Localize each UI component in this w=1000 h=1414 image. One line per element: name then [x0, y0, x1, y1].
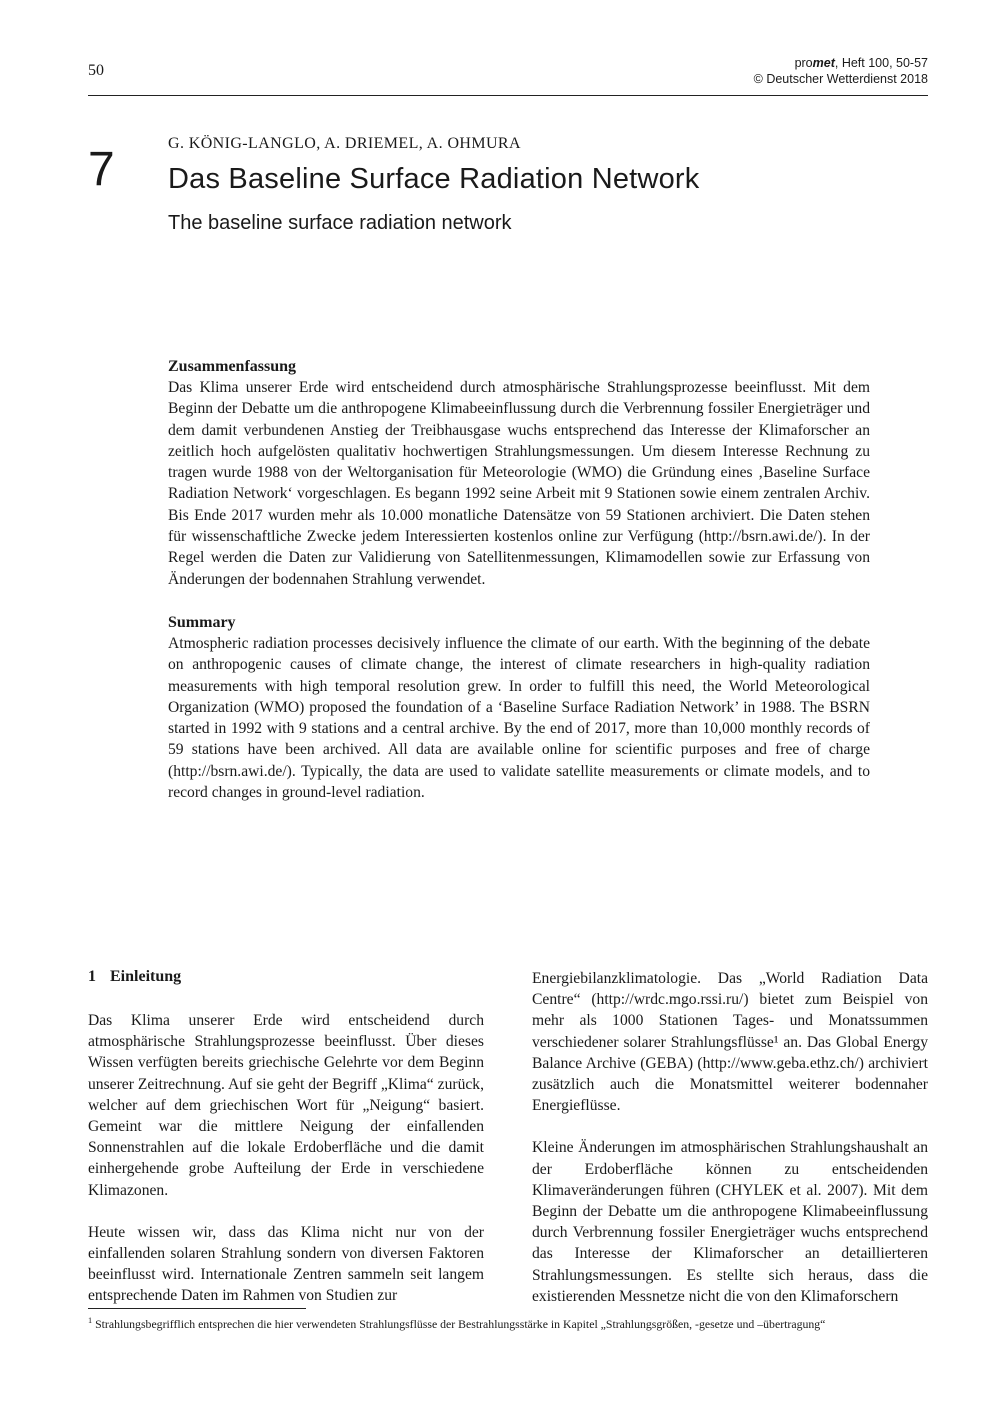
authors-line: G. KÖNIG-LANGLO, A. DRIEMEL, A. OHMURA — [168, 135, 521, 152]
journal-citation — [754, 55, 928, 71]
section-1-heading — [88, 968, 484, 986]
paragraph: Energiebilanzklimatologie. Das „World Radiation Data Centre“ (http://wrdc.mgo.rssi.ru/) bietet zum Beispiel von mehr als 1000 Stationen Tages- und Monatssummen verschiedener solarer Strahlungsflüsse¹ an. Das Global Energy Balance Archive (GEBA) (http://www.geba.ethz.ch/) archiviert zusätzlich auch die Monatsmittel weiterer bodennaher Energieflüsse. — [532, 970, 928, 1115]
abstract-english-heading: Summary — [168, 613, 236, 631]
footnote — [88, 1317, 928, 1332]
abstract-english — [168, 614, 870, 803]
header-rule — [88, 95, 928, 96]
running-head — [754, 55, 928, 87]
footnote-marker: 1 — [88, 1316, 93, 1326]
paragraph: Kleine Änderungen im atmosphärischen Strahlungshaushalt an der Erdoberfläche können zu entscheidenden Klimaveränderungen führen (CHYLEK et al. 2007). Mit dem Beginn der Debatte um die anthropogene Klimabeeinflussung durch Verbrennung fossiler Energieträger wuchs entsprechend das Interesse der Klimaforscher an detaillierteren Strahlungsmessungen. Es stellte sich heraus, dass die existierenden Messnetze nicht die von den Klimaforschern — [532, 1139, 928, 1305]
footnote-area — [88, 1308, 928, 1332]
abstract-german-heading: Zusammenfassung — [168, 358, 297, 375]
abstract-german-text: Das Klima unserer Erde wird entscheidend durch atmosphärische Strahlungsprozesse beeinflusst. Mit dem Beginn der Debatte um die anthropogene Klimabeeinflussung durch die Verbrennung fossiler Energieträger und dem damit verbundenen Anstieg der Treibhausgase wuchs entsprechend das Interesse der Klimaforscher an zeitlich hoch aufgelösten qualitativ hochwertigen Strahlungsmessungen. Um diesem Interesse Rechnung zu tragen wurde 1988 von der Weltorganisation für Meteorologie (WMO) die Gründung eines ‚Baseline Surface Radiation Network‘ vorgeschlagen. Es begann 1992 seine Arbeit mit 9 Stationen sowie einem zentralen Archiv. Bis Ende 2017 wurden mehr als 10.000 monatliche Datensätze von 59 Stationen archiviert. Die Daten stehen für wissenschaftliche Zwecke jedem Interessierten kostenlos online zur Verfügung (http://bsrn.awi.de/). In der Regel werden die Daten zur Validierung von Satellitenmessungen, Klimamodellen sowie zur Erfassung von Änderungen der bodennahen Strahlung verwendet. — [168, 379, 870, 588]
section-1-number: 1 — [88, 968, 96, 985]
body-columns — [88, 968, 928, 1307]
paragraph: Heute wissen wir, dass das Klima nicht nur von der einfallenden solaren Strahlung sondern von diversen Faktoren beeinflusst wird. Internationale Zentren sammeln seit langem entsprechende Daten im Rahmen von Studien zur — [88, 1223, 484, 1305]
article-subtitle: The baseline surface radiation network — [168, 212, 512, 234]
journal-name-regular: pro — [794, 56, 813, 70]
left-column — [88, 968, 484, 1307]
right-column — [532, 968, 928, 1307]
article-title: Das Baseline Surface Radiation Network — [168, 163, 700, 195]
abstracts-section — [168, 358, 870, 803]
footnote-text: Strahlungsbegrifflich entsprechen die hier verwendeten Strahlungsflüsse der Bestrahlungsstärke in Kapitel „Strahlungsgrößen, -gesetze und –übertragung“ — [95, 1317, 826, 1331]
journal-name-emphasis: met — [812, 56, 835, 70]
footnote-rule — [88, 1308, 306, 1309]
copyright-line: © Deutscher Wetterdienst 2018 — [753, 72, 928, 86]
paragraph: Das Klima unserer Erde wird entscheidend durch atmosphärische Strahlungsprozesse beeinflusst. Über dieses Wissen verfügten bereits griechische Gelehrte vor dem Beginn unserer Zeitrechnung. Auf sie geht der Begriff „Klima“ zurück, welcher auf dem griechischen Wort für „Neigung“ basiert. Gemeint war die mittlere Neigung der einfallenden Sonnenstrahlen auf die lokale Erdoberfläche und die damit einhergehende grobe Aufteilung der Erde in verschiedene Klimazonen. — [88, 1012, 484, 1199]
journal-issue: , Heft 100, 50-57 — [834, 56, 928, 70]
chapter-number: 7 — [88, 143, 115, 196]
abstract-english-text: Atmospheric radiation processes decisively influence the climate of our earth. With the beginning of the debate on anthropogenic causes of climate change, the interest of climate researchers in high-quality radiation measurements with high temporal resolution grew. In order to fulfill this need, the World Meteorological Organization (WMO) proposed the foundation of a ‘Baseline Surface Radiation Network’ in 1988. The BSRN started in 1992 with 9 stations and a central archive. By the end of 2017, more than 10,000 monthly records of 59 stations have been archived. All data are available online for scientific purposes and free of charge (http://bsrn.awi.de/). Typically, the data are used to validate satellite measurements or climate models, and to record changes in ground-level radiation. — [168, 634, 870, 802]
page-number: 50 — [88, 62, 104, 79]
abstract-german — [168, 358, 870, 590]
section-1-title: Einleitung — [110, 968, 182, 985]
